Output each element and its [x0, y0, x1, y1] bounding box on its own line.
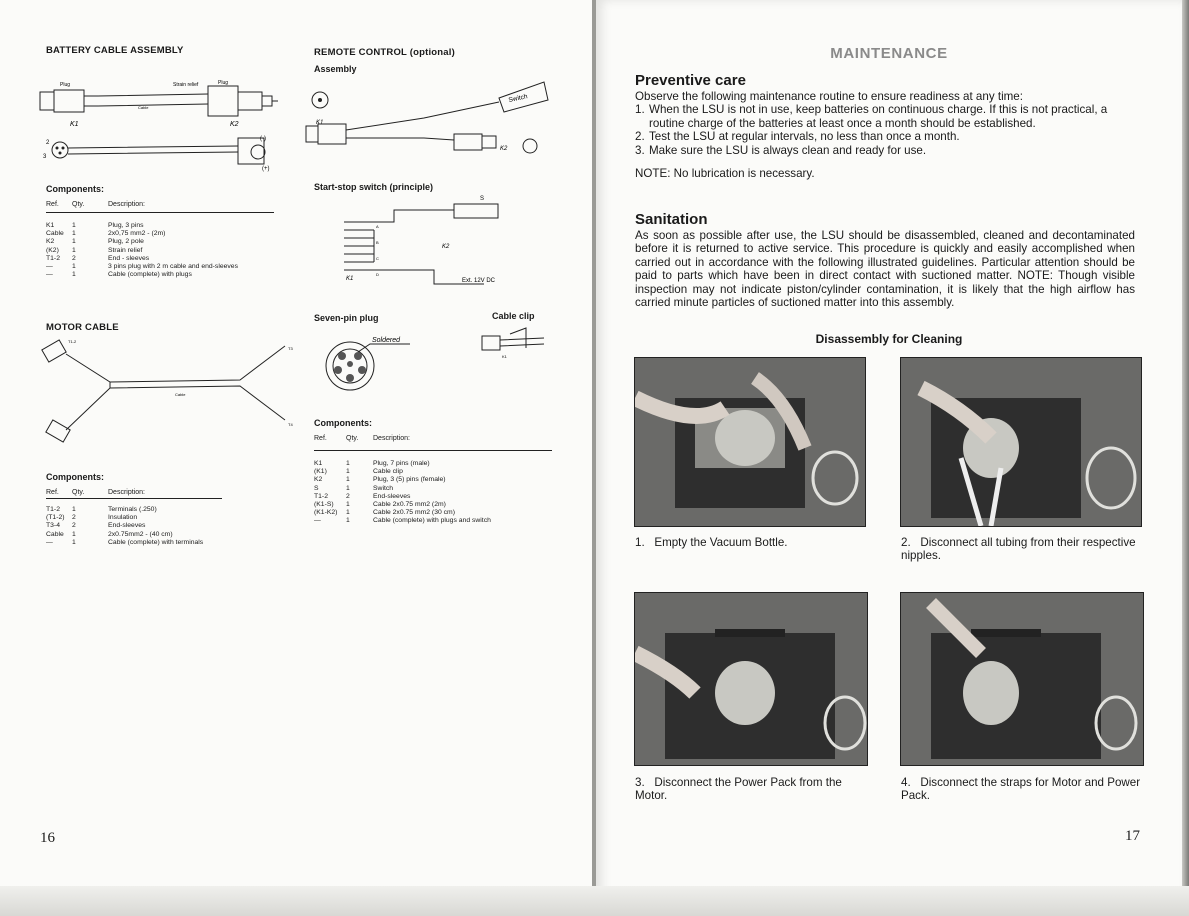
component-qty: 1	[72, 246, 76, 254]
component-qty: 1	[346, 517, 350, 525]
component-qty: 1	[72, 222, 76, 229]
component-qty: 1	[72, 238, 76, 246]
step-2-caption: 2. Disconnect all tubing from their respective nipples.	[901, 536, 1136, 563]
svg-text:Soldered: Soldered	[372, 337, 401, 344]
component-row	[46, 263, 278, 271]
bottom-shadow	[0, 886, 1189, 916]
svg-text:Ext. 12V DC: Ext. 12V DC	[462, 278, 496, 284]
photo-disconnect-power-pack	[634, 592, 868, 766]
page-number-left: 16	[40, 830, 55, 846]
component-desc: Plug, 2 pole	[108, 238, 144, 246]
svg-text:K2: K2	[442, 244, 450, 250]
book-edge	[1182, 0, 1189, 916]
battery-header-ref: Ref.	[46, 201, 59, 208]
svg-text:S: S	[480, 196, 485, 202]
component-row	[46, 238, 278, 246]
preventive-item-number: 2.	[635, 130, 645, 144]
battery-section-title: BATTERY CABLE ASSEMBLY	[46, 45, 184, 56]
component-row	[46, 506, 238, 514]
preventive-body	[635, 90, 1135, 157]
preventive-item	[635, 103, 1135, 130]
component-ref: Cable	[46, 530, 64, 538]
preventive-item-text: Make sure the LSU is always clean and ready for use.	[649, 143, 927, 157]
battery-header-desc: Description:	[108, 201, 145, 208]
preventive-heading: Preventive care	[635, 72, 746, 89]
remote-section-title: REMOTE CONTROL (optional)	[314, 47, 455, 58]
sanitation-body: As soon as possible after use, the LSU should be disassembled, cleaned and decontaminated before it is returned to active service. This procedure is quickly and easily accomplished when carried out in accordance with the following illustrated guidelines. Particular attention should be paid to parts which have been in direct contact with suctioned matter. NOTE: Though visible inspection may not indicate piston/cylinder contamination, it is likely that the high airflow has carried minute particles of suctioned matter into this assembly.	[635, 229, 1135, 310]
component-ref: S	[314, 484, 319, 492]
battery-cable-diagram	[38, 78, 288, 178]
motor-header-ref: Ref.	[46, 489, 59, 496]
step-4-caption: 4. Disconnect the straps for Motor and Power Pack.	[901, 776, 1141, 803]
motor-section-title: MOTOR CABLE	[46, 322, 119, 333]
component-qty: 1	[72, 271, 76, 279]
component-qty: 1	[72, 538, 76, 546]
component-qty: 2	[72, 522, 76, 530]
component-row	[314, 485, 553, 493]
preventive-item-number: 3.	[635, 143, 645, 157]
svg-text:D: D	[376, 272, 379, 277]
photo-disconnect-tubing	[900, 357, 1142, 527]
motor-header-desc: Description:	[108, 489, 145, 496]
svg-text:3: 3	[43, 154, 47, 160]
component-row	[314, 509, 553, 517]
component-qty: 1	[72, 506, 76, 513]
component-desc: Plug, 3 (5) pins (female)	[373, 476, 446, 484]
component-row	[46, 230, 278, 238]
svg-text:2: 2	[46, 140, 50, 146]
svg-text:(-): (-)	[260, 136, 266, 142]
component-row	[46, 247, 278, 255]
component-row	[46, 271, 278, 279]
battery-components-table	[46, 222, 278, 279]
component-qty: 1	[346, 500, 350, 508]
remote-components-heading: Components:	[314, 418, 372, 428]
svg-text:K2: K2	[500, 146, 508, 152]
component-ref: T1-2	[46, 506, 60, 513]
component-desc: Cable 2x0.75 mm2 (30 cm)	[373, 509, 455, 517]
sevenpin-plug-diagram	[314, 326, 424, 406]
step-1-caption: 1. Empty the Vacuum Bottle.	[635, 536, 788, 549]
preventive-item-text: When the LSU is not in use, keep batteries on continuous charge. If this is not practical, a routine charge of the batteries at least once a month should be established.	[649, 103, 1108, 130]
disassembly-heading: Disassembly for Cleaning	[815, 332, 963, 346]
component-desc: End-sleeves	[373, 492, 411, 500]
component-desc: Cable 2x0.75 mm2 (2m)	[373, 500, 446, 508]
motor-components-heading: Components:	[46, 472, 104, 482]
step-3-caption: 3. Disconnect the Power Pack from the Motor.	[635, 776, 842, 803]
photo-empty-vacuum-bottle	[634, 357, 866, 527]
remote-table-rule	[314, 450, 552, 451]
svg-text:Cable: Cable	[138, 105, 149, 110]
component-qty: 1	[346, 476, 350, 484]
component-qty: 2	[72, 254, 76, 262]
component-ref: —	[46, 271, 53, 279]
svg-text:K2: K2	[230, 121, 239, 128]
left-page	[0, 0, 594, 900]
battery-table-rule	[46, 212, 274, 213]
component-ref: —	[46, 538, 53, 546]
component-ref: (K2)	[46, 246, 59, 254]
motor-cable-diagram	[40, 338, 300, 448]
component-desc: 2x0.75mm2 - (40 cm)	[108, 530, 173, 538]
remote-header-qty: Qty.	[346, 435, 359, 442]
component-row	[46, 522, 238, 530]
svg-text:Plug: Plug	[60, 82, 71, 88]
component-desc: Strain relief	[108, 246, 143, 254]
component-row	[314, 460, 553, 468]
remote-header-desc: Description:	[373, 435, 410, 442]
component-desc: Cable clip	[373, 468, 403, 476]
svg-text:T4: T4	[288, 422, 293, 427]
preventive-item	[635, 144, 1135, 157]
component-row	[314, 493, 553, 501]
component-qty: 1	[346, 509, 350, 517]
svg-text:K1: K1	[346, 276, 354, 282]
component-desc: Switch	[373, 484, 394, 492]
component-desc: Cable (complete) with plugs and switch	[373, 517, 491, 525]
component-row	[46, 222, 278, 230]
component-ref: (K1-S)	[314, 500, 334, 508]
svg-text:B: B	[376, 240, 379, 245]
remote-subtitle: Assembly	[314, 64, 357, 74]
svg-text:Cable: Cable	[175, 392, 186, 397]
component-row	[314, 468, 553, 476]
component-desc: Insulation	[108, 514, 138, 522]
svg-text:C: C	[376, 256, 379, 261]
component-desc: Plug, 3 pins	[108, 222, 144, 229]
component-desc: 3 pins plug with 2 m cable and end-sleeves	[108, 262, 238, 270]
sanitation-heading: Sanitation	[635, 211, 708, 228]
component-ref: T1-2	[46, 254, 60, 262]
svg-text:Plug: Plug	[218, 80, 229, 86]
component-ref: (T1-2)	[46, 514, 65, 522]
preventive-item-text: Test the LSU at regular intervals, no less than once a month.	[649, 130, 960, 144]
component-row	[314, 476, 553, 484]
component-desc: Terminals (.250)	[108, 506, 157, 513]
component-row	[46, 255, 278, 263]
component-qty: 1	[72, 230, 76, 238]
motor-header-qty: Qty.	[72, 489, 85, 496]
component-qty: 1	[72, 530, 76, 538]
startstop-title: Start-stop switch (principle)	[314, 182, 434, 192]
svg-text:K1: K1	[316, 120, 324, 126]
remote-components-table	[314, 460, 553, 526]
component-qty: 1	[346, 468, 350, 476]
component-row	[314, 501, 553, 509]
photo-disconnect-straps	[900, 592, 1144, 766]
component-desc: 2x0,75 mm2 - (2m)	[108, 230, 166, 238]
component-qty: 1	[346, 484, 350, 492]
component-row	[314, 517, 553, 525]
preventive-list	[635, 103, 1135, 157]
component-desc: Plug, 7 pins (male)	[373, 460, 430, 467]
component-qty: 2	[346, 492, 350, 500]
component-desc: End-sleeves	[108, 522, 146, 530]
component-ref: T1-2	[314, 492, 328, 500]
svg-text:Switch: Switch	[507, 93, 529, 104]
svg-text:(+): (+)	[262, 166, 270, 172]
battery-components-heading: Components:	[46, 184, 104, 194]
component-ref: —	[46, 262, 53, 270]
component-ref: K1	[46, 222, 55, 229]
svg-text:K1: K1	[70, 121, 79, 128]
component-desc: End - sleeves	[108, 254, 150, 262]
preventive-note: NOTE: No lubrication is necessary.	[635, 167, 815, 180]
component-qty: 2	[72, 514, 76, 522]
component-desc: Cable (complete) with terminals	[108, 538, 204, 546]
svg-text:T3: T3	[288, 346, 293, 351]
preventive-item-number: 1.	[635, 103, 645, 117]
component-qty: 1	[346, 460, 350, 467]
component-ref: Cable	[46, 230, 64, 238]
svg-text:Strain relief: Strain relief	[173, 82, 199, 88]
motor-table-rule	[46, 498, 222, 499]
component-ref: K2	[314, 476, 323, 484]
remote-assembly-diagram	[304, 78, 574, 168]
component-ref: T3-4	[46, 522, 60, 530]
component-ref: (K1-K2)	[314, 509, 338, 517]
sevenpin-title: Seven-pin plug	[314, 313, 379, 323]
svg-text:T1-2: T1-2	[68, 339, 77, 344]
motor-components-table	[46, 506, 238, 547]
component-row	[46, 539, 238, 547]
component-desc: Cable (complete) with plugs	[108, 271, 192, 279]
component-ref: —	[314, 517, 321, 525]
page-number-right: 17	[1125, 828, 1140, 844]
startstop-diagram	[334, 192, 534, 288]
remote-header-ref: Ref.	[314, 435, 327, 442]
component-ref: K2	[46, 238, 55, 246]
svg-text:A: A	[376, 224, 379, 229]
component-ref: (K1)	[314, 468, 327, 476]
maintenance-title: MAINTENANCE	[830, 45, 948, 62]
component-row	[46, 514, 238, 522]
cableclip-title: Cable clip	[492, 311, 535, 321]
component-ref: K1	[314, 460, 323, 467]
battery-header-qty: Qty.	[72, 201, 85, 208]
svg-text:K1: K1	[502, 354, 507, 359]
component-qty: 1	[72, 262, 76, 270]
preventive-item	[635, 130, 1135, 143]
component-row	[46, 531, 238, 539]
right-page	[596, 0, 1182, 900]
cable-clip-diagram	[480, 326, 550, 362]
preventive-intro: Observe the following maintenance routine to ensure readiness at any time:	[635, 90, 1023, 103]
